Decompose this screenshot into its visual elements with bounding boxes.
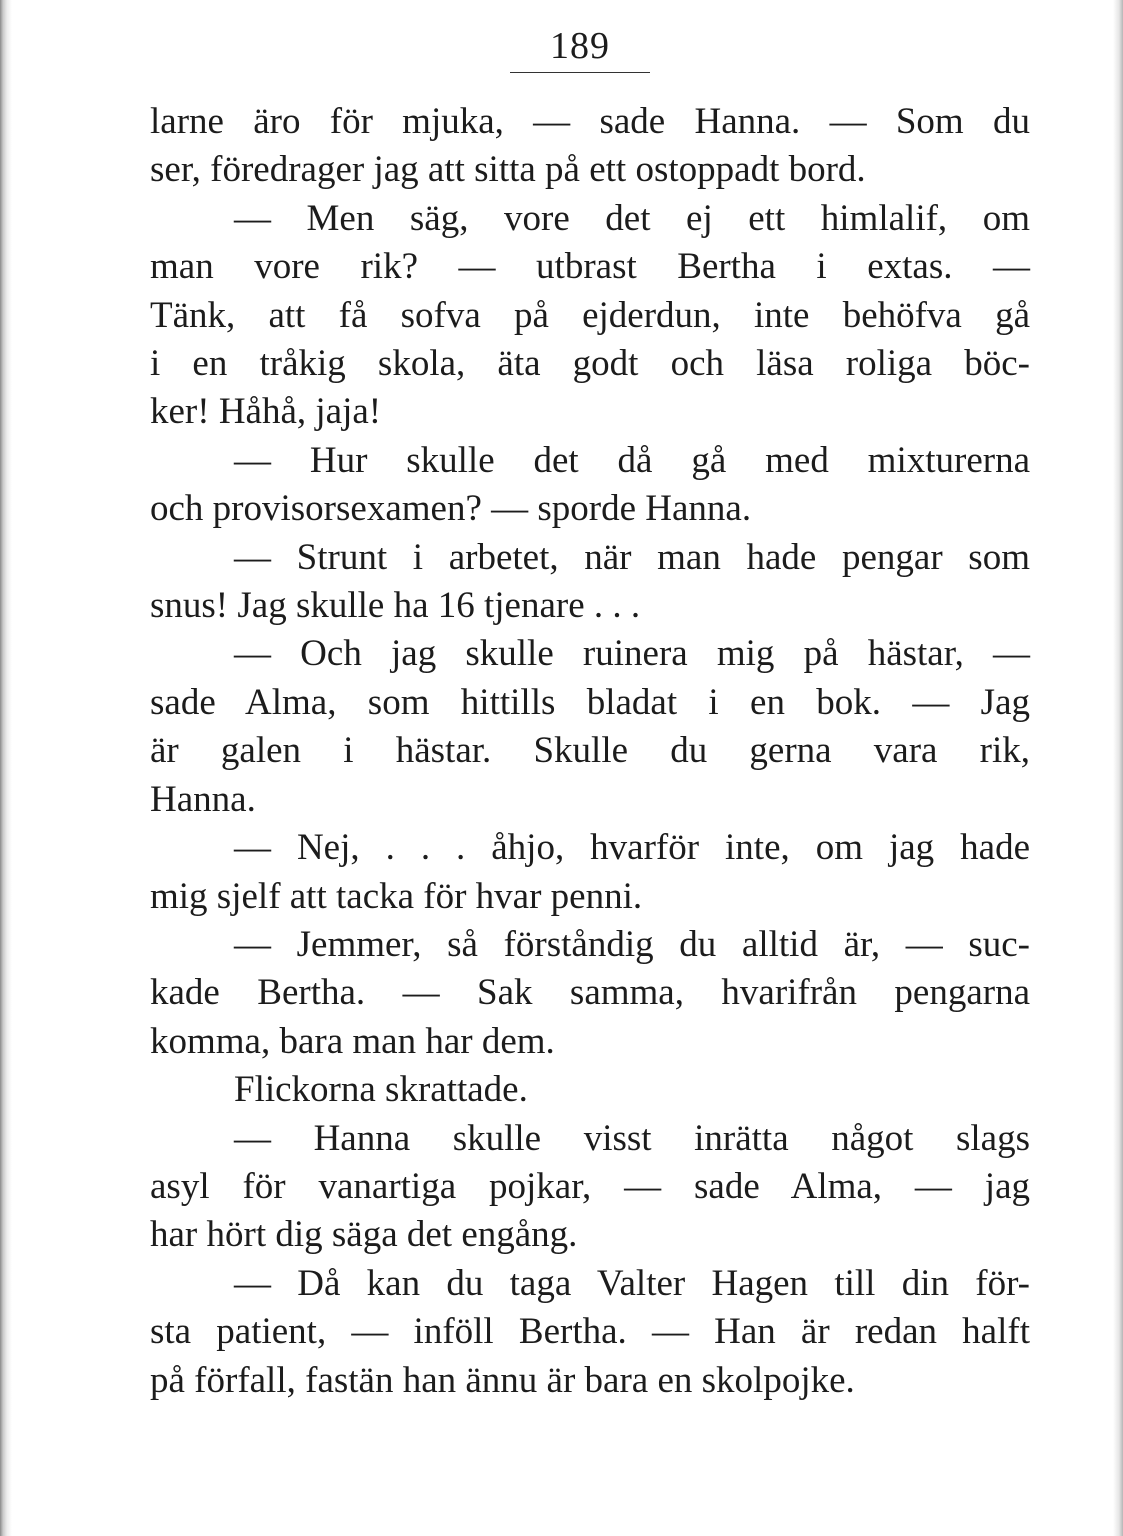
text-line: sta patient, — inföll Bertha. — Han är redan halft (150, 1311, 1030, 1353)
text-line: kade Bertha. — Sak samma, hvarifrån pengarna (150, 972, 1030, 1014)
text-line: — Nej, . . . åhjo, hvarför inte, om jag hade (234, 827, 1030, 869)
text-line: snus! Jag skulle ha 16 tjenare . . . (150, 585, 641, 627)
text-line: — Strunt i arbetet, när man hade pengar som (234, 536, 1030, 578)
text-line: — Då kan du taga Valter Hagen till din för- (234, 1262, 1030, 1304)
text-line: ker! Håhå, jaja! (150, 391, 382, 433)
text-line: — Hur skulle det då gå med mixturerna (234, 439, 1030, 481)
text-line: — Men säg, vore det ej ett himlalif, om (234, 197, 1030, 239)
text-line: och provisorsexamen? — sporde Hanna. (150, 488, 752, 530)
text-line: på förfall, fastän han ännu är bara en skolpojke. (150, 1359, 855, 1401)
text-line: asyl för vanartiga pojkar, — sade Alma, — jag (150, 1165, 1030, 1207)
text-line: ser, föredrager jag att sitta på ett ostoppadt bord. (150, 149, 866, 191)
text-line: — Jemmer, så förståndig du alltid är, — suc- (234, 923, 1030, 965)
text-line: sade Alma, som hittills bladat i en bok. — Jag (150, 681, 1030, 723)
text-line: Tänk, att få sofva på ejderdun, inte behöfva gå (150, 294, 1030, 336)
page-right-edge (1113, 0, 1123, 1536)
text-line: har hört dig säga det engång. (150, 1214, 578, 1256)
page-left-edge (0, 0, 12, 1536)
text-line: är galen i hästar. Skulle du gerna vara rik, (150, 730, 1030, 772)
text-line: mig sjelf att tacka för hvar penni. (150, 875, 643, 917)
text-line: — Hanna skulle visst inrätta något slags (234, 1117, 1030, 1159)
page-number: 189 (550, 25, 610, 67)
text-line: Flickorna skrattade. (234, 1069, 528, 1111)
body-text (150, 98, 1030, 1405)
text-line: larne äro för mjuka, — sade Hanna. — Som du (150, 101, 1030, 142)
text-line: — Och jag skulle ruinera mig på hästar, — (234, 633, 1030, 675)
text-line: komma, bara man har dem. (150, 1020, 555, 1062)
text-line: man vore rik? — utbrast Bertha i extas. — (150, 246, 1030, 288)
text-line: Hanna. (150, 778, 256, 820)
page-number-rule (510, 72, 650, 73)
text-line: i en tråkig skola, äta godt och läsa roliga böc- (150, 343, 1030, 385)
